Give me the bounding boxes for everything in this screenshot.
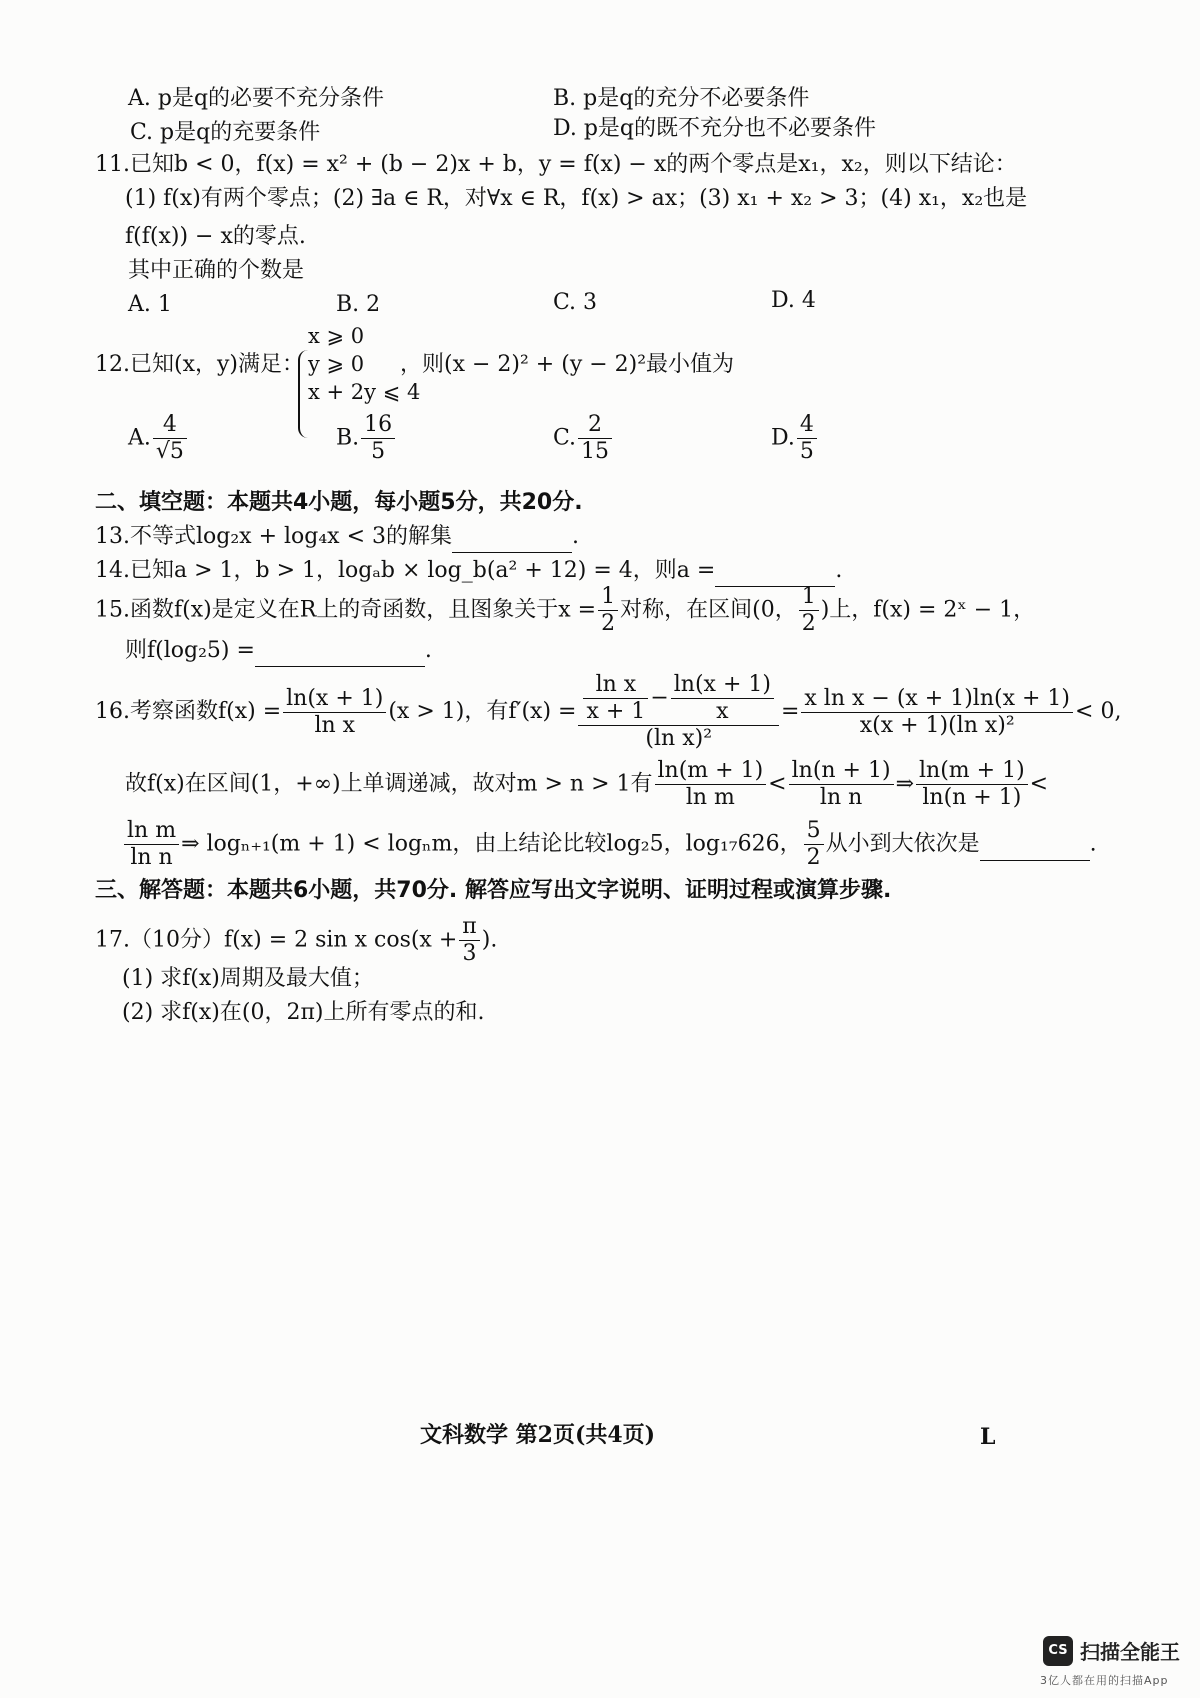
fraction-numerator: ln(m + 1) xyxy=(655,758,767,785)
section-2-heading: 二、填空题：本题共4小题，每小题5分，共20分. xyxy=(95,490,583,515)
fraction-numerator: 4 xyxy=(797,412,817,439)
q12-option-b xyxy=(336,412,397,465)
q12-option-c xyxy=(553,412,614,465)
q10-option-a: A. p是q的必要不充分条件 xyxy=(128,86,385,111)
q16-fraction-g2 xyxy=(789,758,894,811)
q17-part-1: (1) 求f(x)周期及最大值； xyxy=(122,966,374,991)
q12-option-a xyxy=(128,412,189,465)
fraction-numerator: 16 xyxy=(361,412,395,439)
q11-option-b: B. 2 xyxy=(336,292,381,317)
q12-option-d-label: D. xyxy=(771,425,795,451)
less-than: < xyxy=(1029,771,1049,797)
equals-sign: = xyxy=(780,699,800,724)
q12-option-a-label: A. xyxy=(128,425,151,451)
q13-text: 13.不等式log₂x + log₄x < 3的解集 xyxy=(95,524,453,549)
fraction-numerator: 1 xyxy=(799,584,819,611)
fraction-numerator: 4 xyxy=(153,412,187,439)
fraction-denominator: 3 xyxy=(462,941,477,966)
q16-line-3 xyxy=(122,818,1097,871)
q12-option-c-label: C. xyxy=(553,425,577,451)
fraction-denominator: 5 xyxy=(799,439,814,464)
implies-sign: ⇒ xyxy=(895,771,915,797)
q17-stem xyxy=(95,914,497,967)
camscanner-logo: CS xyxy=(1043,1636,1073,1666)
q11-option-c: C. 3 xyxy=(553,290,598,315)
q12-option-d xyxy=(771,412,819,465)
answer-blank xyxy=(452,522,572,553)
compound-denominator: (ln x)² xyxy=(645,726,713,751)
q11-conclusions: (1) f(x)有两个零点；(2) ∃a ∈ R，对∀x ∈ R，f(x) > ax；(3) x₁ + x₂ > 3；(4) x₁，x₂也是 xyxy=(125,186,1028,211)
q12-option-b-label: B. xyxy=(336,425,360,451)
q16-fraction-g1 xyxy=(655,758,767,811)
q11-option-d: D. 4 xyxy=(771,288,816,313)
footer-mark: L xyxy=(980,1424,996,1450)
fraction-denominator: 2 xyxy=(801,611,816,636)
camscanner-name: 扫描全能王 xyxy=(1080,1640,1180,1664)
compound-numerator xyxy=(578,672,778,726)
q12-constraint-3: x + 2y ⩽ 4 xyxy=(308,380,421,404)
fraction-numerator: x ln x − (x + 1)ln(x + 1) xyxy=(801,686,1073,713)
q16-lead: 16.考察函数f(x) = xyxy=(95,699,282,724)
q16-fraction-g3 xyxy=(916,758,1028,811)
fraction-denominator: x + 1 xyxy=(586,699,646,724)
q17-part-2: (2) 求f(x)在(0，2π)上所有零点的和. xyxy=(122,1000,485,1025)
answer-blank xyxy=(255,636,425,667)
fraction-numerator: π xyxy=(459,914,479,941)
fraction-denominator: √5 xyxy=(155,439,184,464)
fraction-denominator: 2 xyxy=(601,611,616,636)
q12-lead: 12.已知(x，y)满足： xyxy=(95,352,304,377)
q15-text-4: 则f(log₂5) = xyxy=(125,638,255,663)
q12-constraint-1: x ⩾ 0 xyxy=(308,324,365,348)
page-footer: 文科数学 第2页(共4页) xyxy=(420,1422,656,1448)
q16-fraction-f xyxy=(283,686,386,739)
fraction-denominator: x xyxy=(716,699,729,724)
q16-line-2 xyxy=(125,758,1048,811)
q16-less-than-zero: < 0, xyxy=(1075,699,1122,724)
q15-period: . xyxy=(424,638,432,663)
q12-option-b-fraction xyxy=(361,412,395,465)
q16-text-4: 从小到大依次是 xyxy=(825,831,980,857)
q16-fraction-g5 xyxy=(804,818,824,871)
fraction-numerator: ln x xyxy=(583,672,648,699)
q11-stem: 11.已知b < 0，f(x) = x² + (b − 2)x + b，y = f(x) − x的两个零点是x₁，x₂，则以下结论： xyxy=(95,152,1017,177)
q16-result-fraction xyxy=(801,686,1073,739)
q11-prompt: 其中正确的个数是 xyxy=(128,258,305,283)
q10-option-b: B. p是q的充分不必要条件 xyxy=(553,86,810,111)
q15-fraction-1 xyxy=(598,584,618,637)
fraction-denominator: 5 xyxy=(371,439,386,464)
fraction-numerator: 2 xyxy=(578,412,612,439)
minus-sign: − xyxy=(650,685,669,711)
q11-conclusions-cont: f(f(x)) − x的零点. xyxy=(125,224,306,249)
fraction-numerator: ln(n + 1) xyxy=(789,758,894,785)
q13-period: . xyxy=(572,524,580,549)
q16-derivative-compound-fraction xyxy=(578,672,778,752)
fraction-numerator: ln(x + 1) xyxy=(671,672,774,699)
q17-stem-text: 17.（10分）f(x) = 2 sin x cos(x + xyxy=(95,927,458,953)
fraction-numerator: ln m xyxy=(124,818,179,845)
q16-text-2: 故f(x)在区间(1，+∞)上单调递减，故对m > n > 1有 xyxy=(125,771,653,797)
q16-line-1 xyxy=(95,672,1121,752)
q15-text-3: )上，f(x) = 2ˣ − 1， xyxy=(820,597,1036,623)
q12-option-c-fraction xyxy=(578,412,612,465)
q16-text-3: ⇒ logₙ₊₁(m + 1) < logₙm，由上结论比较log₂5，log₁₇626， xyxy=(181,831,802,857)
q11-option-a: A. 1 xyxy=(128,292,172,317)
q14-period: . xyxy=(835,558,843,583)
q15-text-2: 对称，在区间(0， xyxy=(620,597,797,623)
q12-tail: ，则(x − 2)² + (y − 2)²最小值为 xyxy=(400,352,735,377)
q10-option-c: C. p是q的充要条件 xyxy=(130,120,321,145)
q16-period: . xyxy=(1089,831,1097,857)
q10-option-d: D. p是q的既不充分也不必要条件 xyxy=(553,116,877,141)
fraction-denominator: ln m xyxy=(685,785,735,810)
fraction-denominator: ln n xyxy=(819,785,863,810)
q17-stem-end: ). xyxy=(481,927,498,953)
q15-line-1 xyxy=(95,584,1035,637)
q15-text-1: 15.函数f(x)是定义在R上的奇函数，且图象关于x = xyxy=(95,597,597,623)
fraction-numerator: 5 xyxy=(804,818,824,845)
answer-blank xyxy=(715,556,835,587)
section-3-heading: 三、解答题：本题共6小题，共70分. 解答应写出文字说明、证明过程或演算步骤. xyxy=(95,878,892,903)
q16-fraction-g4 xyxy=(124,818,179,871)
q17-pi-fraction xyxy=(459,914,479,967)
fraction-denominator: ln x xyxy=(314,712,356,738)
fraction-numerator: ln(x + 1) xyxy=(283,686,386,713)
fraction-numerator: ln(m + 1) xyxy=(916,758,1028,785)
q14 xyxy=(95,556,842,587)
q12-option-d-fraction xyxy=(797,412,817,465)
q14-text: 14.已知a > 1，b > 1，logₐb × log_b(a² + 12) = 4，则a = xyxy=(95,558,716,583)
less-than: < xyxy=(768,771,787,797)
q15-fraction-2 xyxy=(799,584,819,637)
fraction-denominator: ln(n + 1) xyxy=(922,785,1022,810)
q12-constraint-2: y ⩾ 0 xyxy=(308,352,365,376)
q15-line-2 xyxy=(125,636,432,667)
q16-condition: (x > 1)，有f′(x) = xyxy=(388,699,577,724)
q13 xyxy=(95,522,579,553)
q12-option-a-fraction xyxy=(153,412,187,465)
fraction-denominator: 2 xyxy=(806,845,821,870)
answer-blank xyxy=(980,830,1090,861)
inner-fraction-a xyxy=(583,672,648,725)
fraction-denominator: 15 xyxy=(581,439,610,464)
inner-fraction-b xyxy=(671,672,774,725)
camscanner-tagline: 3亿人都在用的扫描App xyxy=(1040,1674,1169,1687)
fraction-numerator: 1 xyxy=(598,584,618,611)
fraction-denominator: x(x + 1)(ln x)² xyxy=(859,712,1015,738)
fraction-denominator: ln n xyxy=(130,845,173,870)
